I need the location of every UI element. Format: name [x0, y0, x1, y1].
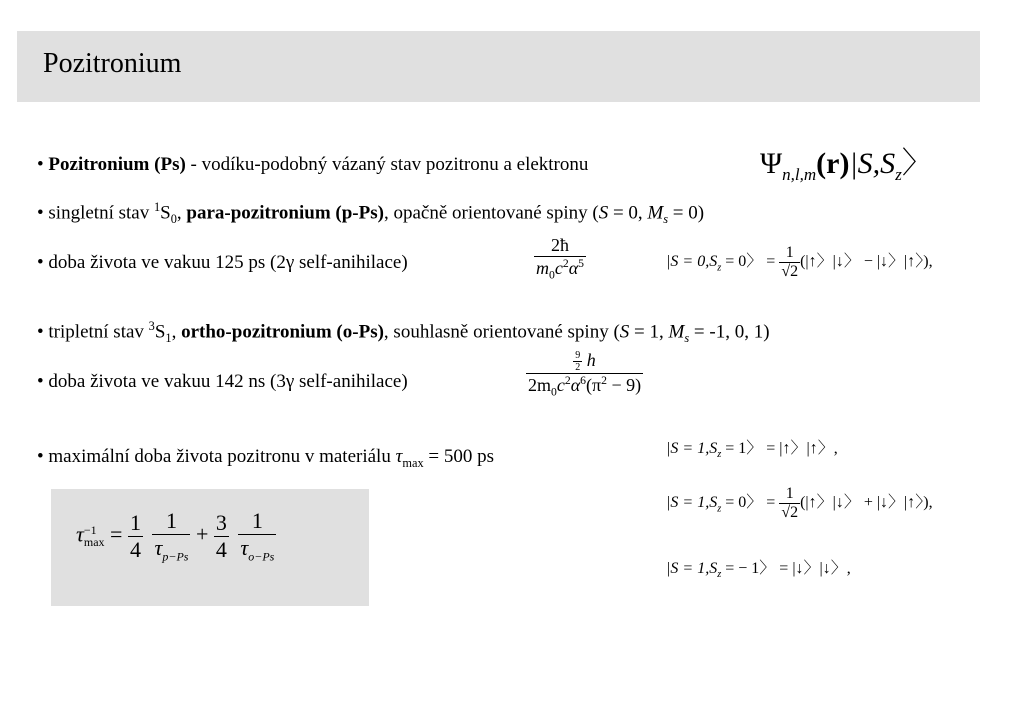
- text: doba života ve vakuu 142 ns (3γ self-anihilace): [43, 371, 408, 392]
- tail: − 9): [606, 375, 642, 396]
- bullet: •: [37, 446, 44, 467]
- bullet-positronium: [37, 154, 588, 176]
- lhs-end: = − 1〉 = |↓〉|↓〉,: [721, 560, 851, 577]
- triplet-state-zero: [666, 485, 933, 522]
- f4-sub: o−Ps: [248, 549, 275, 564]
- term-para-positronium: para-pozitronium (p-Ps): [186, 202, 384, 224]
- sub: 0: [549, 268, 555, 282]
- text: S: [154, 321, 166, 343]
- ket-sub: z: [895, 165, 902, 184]
- equals: =: [104, 521, 128, 547]
- lhs-end: = 1〉 = |↑〉|↑〉,: [721, 440, 838, 457]
- sup: 2: [601, 374, 607, 388]
- symbol-M: M: [668, 321, 685, 343]
- f2-sub: p−Ps: [162, 549, 189, 564]
- text: - vodíku-podobný vázaný stav pozitronu a elektronu: [185, 154, 589, 175]
- text: , opačně orientované spiny (: [383, 202, 599, 224]
- text: singletní stav: [43, 202, 154, 224]
- plus: +: [190, 521, 214, 547]
- bullet: •: [37, 202, 44, 224]
- symbol-M-sub: s: [684, 331, 690, 346]
- text: tripletní stav: [43, 321, 149, 343]
- symbol-S: S: [598, 202, 609, 224]
- term-ortho-positronium: ortho-pozitronium (o-Ps): [181, 321, 384, 343]
- denominator: √2: [781, 504, 799, 521]
- sup: 1: [153, 200, 161, 214]
- ket: |S,S: [849, 147, 896, 180]
- c: c: [554, 258, 563, 278]
- text: doba života ve vakuu 125 ps (2γ self-anihilace): [43, 252, 408, 273]
- text: ,: [176, 202, 187, 224]
- symbol-M: M: [647, 202, 664, 224]
- lhs-end: = 0〉 =: [721, 494, 780, 512]
- sup: 2: [562, 257, 569, 270]
- h: h: [586, 350, 596, 370]
- alpha: α: [570, 375, 581, 396]
- numerator: 1: [785, 244, 794, 261]
- numerator: 1: [785, 485, 794, 502]
- f3-den: 4: [215, 536, 227, 562]
- sup: 3: [148, 319, 155, 333]
- lhs-sub: z: [717, 503, 722, 515]
- triplet-state-minus1: [666, 555, 851, 580]
- f3-num: 3: [215, 509, 227, 535]
- sup: 5: [578, 257, 584, 270]
- symbol-S: S: [619, 321, 630, 343]
- f2-num: 1: [165, 508, 177, 533]
- frac-num: 9: [575, 350, 581, 362]
- page-title: Pozitronium: [43, 48, 182, 79]
- bullet: •: [37, 371, 44, 392]
- triplet-state-plus1: [666, 435, 838, 460]
- symbol-M-sub: s: [663, 212, 669, 227]
- term-positronium: Pozitronium (Ps): [48, 154, 186, 175]
- max-lifetime-equation-box: [51, 489, 369, 606]
- bullet-para-lifetime: [37, 252, 408, 274]
- sub: 0: [170, 212, 177, 227]
- r-arg: (r): [816, 147, 850, 180]
- tau: τ: [395, 446, 403, 467]
- alpha: α: [568, 258, 579, 278]
- bullet-max-lifetime: [37, 446, 494, 471]
- max-lifetime-equation: [76, 508, 276, 564]
- text: , souhlasně orientované spiny (: [383, 321, 620, 343]
- sub: max: [83, 535, 105, 550]
- sub: 1: [165, 331, 172, 346]
- text: maximální doba života pozitronu v materiálu: [43, 446, 396, 467]
- singlet-state-equation: [666, 244, 933, 281]
- denominator: √2: [781, 263, 799, 280]
- text: S: [160, 202, 171, 224]
- bullet-ortho-lifetime: [37, 371, 408, 393]
- sub: 0: [551, 385, 557, 399]
- bullet-singlet: [37, 200, 704, 227]
- paren: (π: [586, 375, 602, 396]
- den: 2m: [528, 375, 552, 396]
- bullet: •: [37, 252, 44, 273]
- frac-den: 2: [575, 362, 581, 374]
- f1-num: 1: [129, 509, 141, 535]
- bullet-triplet: [37, 319, 770, 346]
- title-bar: [17, 31, 980, 102]
- text: = -1, 0, 1): [689, 321, 770, 343]
- rhs: (|↑〉|↓〉 − |↓〉|↑〉),: [800, 253, 933, 271]
- text: = 0,: [608, 202, 648, 224]
- psi-sub: n,l,m: [782, 165, 817, 184]
- tau: τ: [76, 521, 84, 547]
- lhs: |S = 1,S: [666, 494, 718, 512]
- text: = 500 ps: [423, 446, 495, 467]
- c: c: [556, 375, 565, 396]
- text: ,: [171, 321, 182, 343]
- psi-symbol: Ψ: [760, 147, 783, 180]
- lhs: |S = 1,S: [666, 560, 718, 577]
- text: = 1,: [629, 321, 669, 343]
- lhs-sub: z: [717, 262, 722, 274]
- f4-num: 1: [251, 508, 263, 533]
- bullet: •: [37, 321, 44, 343]
- sup: 2: [564, 374, 571, 388]
- f1-den: 4: [129, 536, 141, 562]
- bullet: •: [37, 154, 44, 175]
- lhs: |S = 1,S: [666, 440, 718, 457]
- f4-tau: τ: [240, 535, 249, 560]
- lhs-sub: z: [717, 569, 722, 581]
- sup: −1: [83, 523, 97, 538]
- rhs: (|↑〉|↓〉 + |↓〉|↑〉),: [800, 494, 933, 512]
- psi-equation: [760, 138, 932, 185]
- lhs: |S = 0,S: [666, 253, 718, 271]
- text: = 0): [668, 202, 705, 224]
- numerator: 2ħ: [550, 235, 569, 255]
- ortho-lifetime-formula: [526, 350, 643, 399]
- sup: 6: [580, 374, 586, 388]
- lhs-end: = 0〉 =: [721, 253, 780, 271]
- tau-sub: max: [402, 455, 424, 470]
- f2-tau: τ: [154, 535, 163, 560]
- m: m: [536, 258, 549, 278]
- para-lifetime-formula: [534, 235, 586, 282]
- lhs-sub: z: [717, 449, 722, 461]
- ket-close: 〉: [901, 147, 932, 180]
